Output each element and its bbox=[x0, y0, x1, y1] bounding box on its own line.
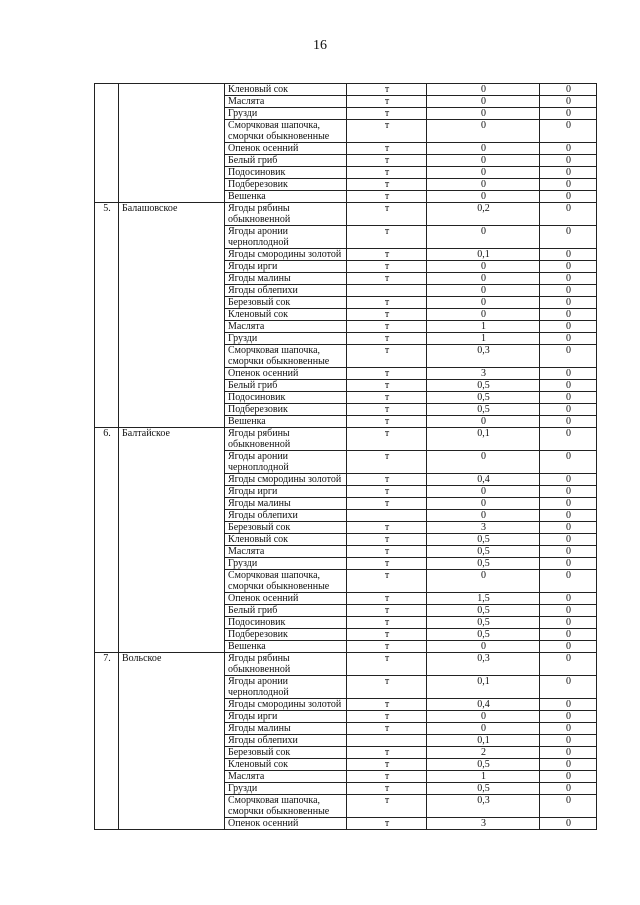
value-cell-1: 0,1 bbox=[427, 428, 540, 451]
value-cell-2: 0 bbox=[540, 759, 597, 771]
resource-name-cell: Маслята bbox=[225, 771, 347, 783]
value-cell-2: 0 bbox=[540, 345, 597, 368]
district-cell: Балашовское bbox=[119, 203, 225, 428]
unit-cell: т bbox=[347, 558, 427, 570]
value-cell-1: 0,5 bbox=[427, 558, 540, 570]
unit-cell: т bbox=[347, 261, 427, 273]
unit-cell bbox=[347, 285, 427, 297]
value-cell-2: 0 bbox=[540, 593, 597, 605]
unit-cell: т bbox=[347, 167, 427, 179]
resource-name-cell: Ягоды облепихи bbox=[225, 735, 347, 747]
resource-name-cell: Ягоды ирги bbox=[225, 711, 347, 723]
resource-name-cell: Ягоды рябины обыкновенной bbox=[225, 653, 347, 676]
resource-name-cell: Ягоды малины bbox=[225, 273, 347, 285]
resource-name-cell: Грузди bbox=[225, 558, 347, 570]
unit-cell: т bbox=[347, 818, 427, 830]
unit-cell: т bbox=[347, 676, 427, 699]
resource-name-cell: Сморчковая шапочка, сморчки обыкновенные bbox=[225, 795, 347, 818]
value-cell-2: 0 bbox=[540, 771, 597, 783]
value-cell-1: 0 bbox=[427, 723, 540, 735]
unit-cell: т bbox=[347, 179, 427, 191]
resource-name-cell: Белый гриб bbox=[225, 380, 347, 392]
value-cell-1: 0,5 bbox=[427, 783, 540, 795]
value-cell-1: 0 bbox=[427, 711, 540, 723]
unit-cell: т bbox=[347, 345, 427, 368]
unit-cell: т bbox=[347, 249, 427, 261]
resource-name-cell: Ягоды аронии черноплодной bbox=[225, 676, 347, 699]
resource-name-cell: Ягоды смородины золотой bbox=[225, 699, 347, 711]
unit-cell: т bbox=[347, 629, 427, 641]
value-cell-2: 0 bbox=[540, 143, 597, 155]
unit-cell: т bbox=[347, 368, 427, 380]
value-cell-1: 0 bbox=[427, 155, 540, 167]
resource-name-cell: Белый гриб bbox=[225, 155, 347, 167]
unit-cell: т bbox=[347, 723, 427, 735]
value-cell-1: 0,5 bbox=[427, 380, 540, 392]
value-cell-1: 0,1 bbox=[427, 735, 540, 747]
district-cell bbox=[119, 84, 225, 203]
resource-name-cell: Грузди bbox=[225, 108, 347, 120]
unit-cell: т bbox=[347, 641, 427, 653]
resource-name-cell: Ягоды облепихи bbox=[225, 285, 347, 297]
value-cell-2: 0 bbox=[540, 617, 597, 629]
resource-name-cell: Кленовый сок bbox=[225, 759, 347, 771]
unit-cell: т bbox=[347, 273, 427, 285]
value-cell-2: 0 bbox=[540, 558, 597, 570]
value-cell-2: 0 bbox=[540, 676, 597, 699]
unit-cell: т bbox=[347, 451, 427, 474]
value-cell-1: 0 bbox=[427, 570, 540, 593]
value-cell-1: 0 bbox=[427, 285, 540, 297]
unit-cell: т bbox=[347, 546, 427, 558]
resource-name-cell: Березовый сок bbox=[225, 522, 347, 534]
value-cell-2: 0 bbox=[540, 699, 597, 711]
value-cell-2: 0 bbox=[540, 416, 597, 428]
table-row bbox=[95, 84, 597, 96]
value-cell-1: 0,5 bbox=[427, 617, 540, 629]
value-cell-2: 0 bbox=[540, 534, 597, 546]
district-cell: Балтайское bbox=[119, 428, 225, 653]
value-cell-1: 0 bbox=[427, 226, 540, 249]
resource-name-cell: Подберезовик bbox=[225, 404, 347, 416]
unit-cell: т bbox=[347, 428, 427, 451]
value-cell-1: 1,5 bbox=[427, 593, 540, 605]
value-cell-2: 0 bbox=[540, 570, 597, 593]
value-cell-1: 1 bbox=[427, 321, 540, 333]
unit-cell: т bbox=[347, 404, 427, 416]
unit-cell: т bbox=[347, 416, 427, 428]
value-cell-1: 0,5 bbox=[427, 629, 540, 641]
value-cell-1: 1 bbox=[427, 333, 540, 345]
unit-cell: т bbox=[347, 617, 427, 629]
value-cell-2: 0 bbox=[540, 155, 597, 167]
value-cell-2: 0 bbox=[540, 486, 597, 498]
value-cell-1: 0 bbox=[427, 416, 540, 428]
row-number-cell bbox=[95, 84, 119, 203]
value-cell-2: 0 bbox=[540, 203, 597, 226]
resource-name-cell: Подосиновик bbox=[225, 392, 347, 404]
value-cell-2: 0 bbox=[540, 641, 597, 653]
table-body bbox=[95, 84, 597, 830]
resource-name-cell: Грузди bbox=[225, 783, 347, 795]
value-cell-1: 0 bbox=[427, 120, 540, 143]
resource-name-cell: Березовый сок bbox=[225, 297, 347, 309]
value-cell-1: 0 bbox=[427, 179, 540, 191]
unit-cell: т bbox=[347, 309, 427, 321]
resource-name-cell: Опенок осенний bbox=[225, 368, 347, 380]
value-cell-2: 0 bbox=[540, 510, 597, 522]
resource-name-cell: Ягоды ирги bbox=[225, 486, 347, 498]
value-cell-2: 0 bbox=[540, 629, 597, 641]
unit-cell: т bbox=[347, 711, 427, 723]
unit-cell: т bbox=[347, 771, 427, 783]
resource-name-cell: Кленовый сок bbox=[225, 534, 347, 546]
page-number: 16 bbox=[313, 38, 327, 53]
value-cell-1: 0 bbox=[427, 273, 540, 285]
resource-name-cell: Ягоды аронии черноплодной bbox=[225, 451, 347, 474]
value-cell-2: 0 bbox=[540, 747, 597, 759]
value-cell-1: 0 bbox=[427, 108, 540, 120]
value-cell-2: 0 bbox=[540, 261, 597, 273]
resource-name-cell: Белый гриб bbox=[225, 605, 347, 617]
value-cell-2: 0 bbox=[540, 451, 597, 474]
row-number-cell: 7. bbox=[95, 653, 119, 830]
unit-cell: т bbox=[347, 747, 427, 759]
value-cell-1: 0 bbox=[427, 261, 540, 273]
value-cell-2: 0 bbox=[540, 179, 597, 191]
unit-cell: т bbox=[347, 699, 427, 711]
value-cell-2: 0 bbox=[540, 522, 597, 534]
unit-cell: т bbox=[347, 759, 427, 771]
value-cell-1: 3 bbox=[427, 368, 540, 380]
resource-name-cell: Вешенка bbox=[225, 416, 347, 428]
row-number-cell: 5. bbox=[95, 203, 119, 428]
resource-name-cell: Вешенка bbox=[225, 191, 347, 203]
resource-name-cell: Ягоды малины bbox=[225, 723, 347, 735]
unit-cell: т bbox=[347, 605, 427, 617]
value-cell-1: 0 bbox=[427, 191, 540, 203]
value-cell-2: 0 bbox=[540, 120, 597, 143]
resource-name-cell: Опенок осенний bbox=[225, 143, 347, 155]
value-cell-2: 0 bbox=[540, 273, 597, 285]
unit-cell: т bbox=[347, 333, 427, 345]
unit-cell: т bbox=[347, 380, 427, 392]
value-cell-2: 0 bbox=[540, 333, 597, 345]
value-cell-1: 0 bbox=[427, 451, 540, 474]
resource-name-cell: Кленовый сок bbox=[225, 309, 347, 321]
value-cell-2: 0 bbox=[540, 404, 597, 416]
unit-cell: т bbox=[347, 795, 427, 818]
unit-cell: т bbox=[347, 203, 427, 226]
unit-cell bbox=[347, 510, 427, 522]
value-cell-2: 0 bbox=[540, 84, 597, 96]
unit-cell: т bbox=[347, 321, 427, 333]
unit-cell: т bbox=[347, 108, 427, 120]
value-cell-1: 0,5 bbox=[427, 546, 540, 558]
value-cell-2: 0 bbox=[540, 498, 597, 510]
value-cell-2: 0 bbox=[540, 309, 597, 321]
resource-name-cell: Грузди bbox=[225, 333, 347, 345]
unit-cell: т bbox=[347, 143, 427, 155]
resource-name-cell: Подосиновик bbox=[225, 167, 347, 179]
value-cell-1: 0,5 bbox=[427, 404, 540, 416]
value-cell-2: 0 bbox=[540, 392, 597, 404]
unit-cell: т bbox=[347, 120, 427, 143]
unit-cell: т bbox=[347, 226, 427, 249]
value-cell-1: 0 bbox=[427, 96, 540, 108]
value-cell-2: 0 bbox=[540, 735, 597, 747]
resource-name-cell: Ягоды аронии черноплодной bbox=[225, 226, 347, 249]
resource-name-cell: Ягоды смородины золотой bbox=[225, 249, 347, 261]
resource-name-cell: Подберезовик bbox=[225, 629, 347, 641]
unit-cell: т bbox=[347, 474, 427, 486]
value-cell-2: 0 bbox=[540, 285, 597, 297]
resource-name-cell: Ягоды смородины золотой bbox=[225, 474, 347, 486]
value-cell-1: 0,1 bbox=[427, 676, 540, 699]
resource-name-cell: Маслята bbox=[225, 96, 347, 108]
value-cell-1: 0 bbox=[427, 167, 540, 179]
table-row bbox=[95, 428, 597, 451]
value-cell-1: 0,2 bbox=[427, 203, 540, 226]
unit-cell: т bbox=[347, 486, 427, 498]
value-cell-2: 0 bbox=[540, 321, 597, 333]
value-cell-1: 0,3 bbox=[427, 345, 540, 368]
value-cell-1: 1 bbox=[427, 771, 540, 783]
value-cell-2: 0 bbox=[540, 226, 597, 249]
unit-cell: т bbox=[347, 653, 427, 676]
value-cell-1: 0 bbox=[427, 84, 540, 96]
value-cell-2: 0 bbox=[540, 711, 597, 723]
value-cell-2: 0 bbox=[540, 653, 597, 676]
value-cell-1: 0,5 bbox=[427, 759, 540, 771]
value-cell-2: 0 bbox=[540, 818, 597, 830]
unit-cell: т bbox=[347, 522, 427, 534]
value-cell-1: 0,5 bbox=[427, 392, 540, 404]
unit-cell: т bbox=[347, 392, 427, 404]
unit-cell: т bbox=[347, 84, 427, 96]
resource-name-cell: Ягоды облепихи bbox=[225, 510, 347, 522]
value-cell-2: 0 bbox=[540, 428, 597, 451]
value-cell-1: 0,5 bbox=[427, 605, 540, 617]
value-cell-1: 0,5 bbox=[427, 534, 540, 546]
value-cell-2: 0 bbox=[540, 783, 597, 795]
unit-cell: т bbox=[347, 297, 427, 309]
resource-name-cell: Опенок осенний bbox=[225, 593, 347, 605]
unit-cell: т bbox=[347, 570, 427, 593]
unit-cell: т bbox=[347, 534, 427, 546]
value-cell-1: 0,4 bbox=[427, 699, 540, 711]
value-cell-2: 0 bbox=[540, 368, 597, 380]
unit-cell: т bbox=[347, 783, 427, 795]
row-number-cell: 6. bbox=[95, 428, 119, 653]
value-cell-1: 0 bbox=[427, 297, 540, 309]
value-cell-2: 0 bbox=[540, 380, 597, 392]
table-row bbox=[95, 203, 597, 226]
unit-cell: т bbox=[347, 191, 427, 203]
value-cell-2: 0 bbox=[540, 167, 597, 179]
value-cell-2: 0 bbox=[540, 249, 597, 261]
resource-name-cell: Ягоды рябины обыкновенной bbox=[225, 428, 347, 451]
resource-name-cell: Сморчковая шапочка, сморчки обыкновенные bbox=[225, 120, 347, 143]
resource-name-cell: Березовый сок bbox=[225, 747, 347, 759]
resource-name-cell: Маслята bbox=[225, 546, 347, 558]
unit-cell: т bbox=[347, 96, 427, 108]
value-cell-1: 0,3 bbox=[427, 653, 540, 676]
resource-name-cell: Ягоды ирги bbox=[225, 261, 347, 273]
value-cell-2: 0 bbox=[540, 546, 597, 558]
value-cell-1: 0,3 bbox=[427, 795, 540, 818]
unit-cell bbox=[347, 735, 427, 747]
resource-table bbox=[94, 83, 597, 830]
resource-name-cell: Ягоды малины bbox=[225, 498, 347, 510]
resource-name-cell: Опенок осенний bbox=[225, 818, 347, 830]
resource-name-cell: Сморчковая шапочка, сморчки обыкновенные bbox=[225, 345, 347, 368]
value-cell-2: 0 bbox=[540, 795, 597, 818]
value-cell-1: 2 bbox=[427, 747, 540, 759]
value-cell-1: 0,4 bbox=[427, 474, 540, 486]
resource-name-cell: Маслята bbox=[225, 321, 347, 333]
unit-cell: т bbox=[347, 155, 427, 167]
unit-cell: т bbox=[347, 498, 427, 510]
district-cell: Вольское bbox=[119, 653, 225, 830]
resource-name-cell: Сморчковая шапочка, сморчки обыкновенные bbox=[225, 570, 347, 593]
value-cell-2: 0 bbox=[540, 297, 597, 309]
value-cell-2: 0 bbox=[540, 96, 597, 108]
resource-name-cell: Ягоды рябины обыкновенной bbox=[225, 203, 347, 226]
value-cell-1: 0 bbox=[427, 309, 540, 321]
table-row bbox=[95, 653, 597, 676]
value-cell-1: 0 bbox=[427, 498, 540, 510]
resource-name-cell: Подберезовик bbox=[225, 179, 347, 191]
value-cell-2: 0 bbox=[540, 605, 597, 617]
value-cell-1: 0 bbox=[427, 486, 540, 498]
value-cell-1: 3 bbox=[427, 522, 540, 534]
value-cell-1: 0 bbox=[427, 641, 540, 653]
value-cell-2: 0 bbox=[540, 723, 597, 735]
unit-cell: т bbox=[347, 593, 427, 605]
value-cell-2: 0 bbox=[540, 191, 597, 203]
value-cell-1: 0,1 bbox=[427, 249, 540, 261]
value-cell-1: 0 bbox=[427, 143, 540, 155]
resource-name-cell: Подосиновик bbox=[225, 617, 347, 629]
value-cell-2: 0 bbox=[540, 108, 597, 120]
resource-name-cell: Вешенка bbox=[225, 641, 347, 653]
value-cell-1: 0 bbox=[427, 510, 540, 522]
value-cell-1: 3 bbox=[427, 818, 540, 830]
resource-name-cell: Кленовый сок bbox=[225, 84, 347, 96]
value-cell-2: 0 bbox=[540, 474, 597, 486]
